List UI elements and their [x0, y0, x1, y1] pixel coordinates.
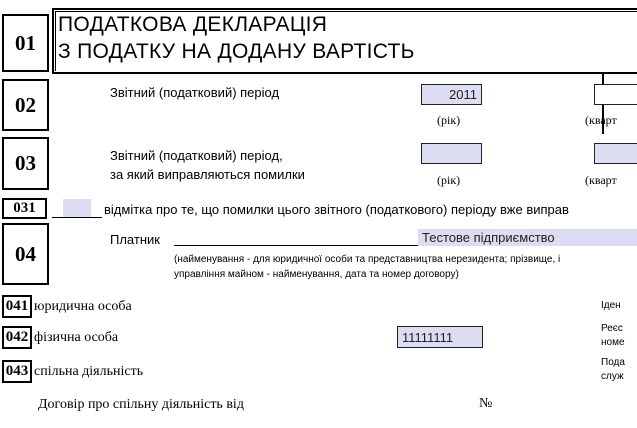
payer-label: Платник — [110, 232, 160, 247]
section-code-01: 01 — [2, 14, 49, 72]
reporting-year-input[interactable]: 2011 — [421, 84, 482, 105]
payer-name-input[interactable]: Тестове підприємство — [418, 229, 637, 246]
individual-label: фізична особа — [34, 330, 119, 345]
section-code-031: 031 — [2, 198, 47, 219]
corrected-period-label-line1: Звітний (податковий) період, — [110, 148, 283, 163]
section-code-043: 043 — [2, 360, 32, 383]
section-code-041: 041 — [2, 295, 32, 318]
joint-activity-right-label-2: служ — [601, 371, 624, 382]
corrected-quarter-input[interactable] — [594, 143, 637, 164]
correction-mark-input[interactable] — [63, 199, 91, 217]
corrected-year-input[interactable] — [421, 143, 482, 164]
contract-number-sign: № — [479, 396, 493, 411]
section-code-02: 02 — [2, 79, 49, 131]
correction-mark-label: відмітка про те, що помилки цього звітного (податкового) періоду вже виправ — [104, 202, 569, 217]
legal-entity-label: юридична особа — [34, 299, 132, 314]
section-code-04: 04 — [2, 223, 49, 285]
page-title-line1: ПОДАТКОВА ДЕКЛАРАЦІЯ — [58, 13, 328, 36]
joint-activity-right-label-1: Пода — [601, 357, 625, 368]
section-code-042: 042 — [2, 326, 32, 349]
correction-mark-underline — [52, 217, 102, 218]
reporting-year-caption: (рік) — [437, 113, 461, 127]
reporting-quarter-caption: (кварт — [585, 113, 617, 127]
payer-note-line1: (найменування - для юридичної особи та представництва нерезидента; прізвище, і — [174, 254, 561, 265]
legal-entity-right-label: Іден — [601, 300, 621, 311]
individual-right-label-1: Реєс — [601, 323, 623, 334]
individual-right-label-2: номе — [601, 337, 625, 348]
reporting-quarter-input[interactable] — [594, 84, 637, 105]
corrected-period-label-line2: за який виправляються помилки — [110, 167, 305, 182]
payer-note-line2: управління майном - найменування, дата та номер договору) — [174, 269, 459, 280]
joint-activity-contract-label: Договір про спільну діяльність від — [38, 397, 244, 412]
section-code-03: 03 — [2, 137, 49, 190]
joint-activity-label: спільна діяльність — [34, 364, 144, 379]
reporting-period-label: Звітний (податковий) період — [110, 85, 280, 100]
page-title-line2: З ПОДАТКУ НА ДОДАНУ ВАРТІСТЬ — [58, 40, 415, 63]
corrected-year-caption: (рік) — [437, 173, 461, 187]
corrected-quarter-caption: (кварт — [585, 173, 617, 187]
individual-id-input[interactable]: 11111111 — [397, 326, 483, 348]
